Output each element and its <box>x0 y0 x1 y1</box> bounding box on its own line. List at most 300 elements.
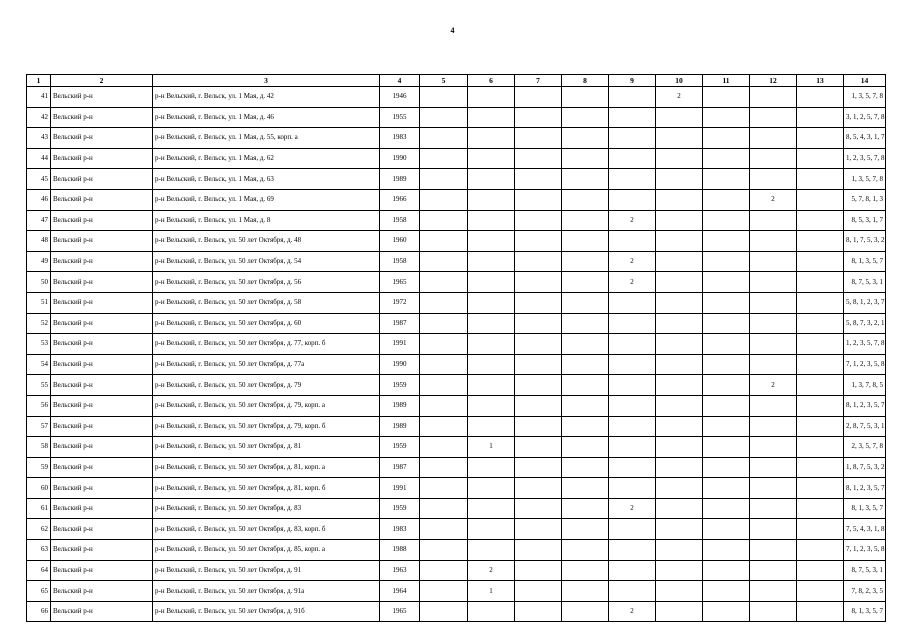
col10-cell <box>656 334 703 355</box>
col10-cell <box>656 395 703 416</box>
col14-cell: 2, 3, 5, 7, 8 <box>844 437 886 458</box>
col12-cell <box>750 292 797 313</box>
col14-cell: 1, 2, 3, 5, 7, 8 <box>844 148 886 169</box>
col13-cell <box>797 601 844 622</box>
col7-cell <box>515 416 562 437</box>
year-cell: 1959 <box>380 437 420 458</box>
col14-cell: 3, 1, 2, 5, 7, 8 <box>844 107 886 128</box>
row-number: 50 <box>27 272 51 293</box>
col13-cell <box>797 560 844 581</box>
col12-cell <box>750 334 797 355</box>
col6-cell <box>468 313 515 334</box>
col5-cell <box>420 189 468 210</box>
row-number: 63 <box>27 540 51 561</box>
col9-cell: 2 <box>609 601 656 622</box>
col9-cell: 2 <box>609 272 656 293</box>
col10-cell <box>656 313 703 334</box>
district-cell: Вельский р-н <box>51 313 153 334</box>
col11-cell <box>703 395 750 416</box>
col11-cell <box>703 581 750 602</box>
col5-cell <box>420 560 468 581</box>
col9-cell <box>609 416 656 437</box>
col14-cell: 8, 1, 2, 3, 5, 7 <box>844 478 886 499</box>
col10-cell <box>656 107 703 128</box>
table-row <box>27 189 886 210</box>
row-number: 49 <box>27 251 51 272</box>
col14-cell: 1, 2, 3, 5, 7, 8 <box>844 334 886 355</box>
year-cell: 1958 <box>380 210 420 231</box>
row-number: 62 <box>27 519 51 540</box>
district-cell: Вельский р-н <box>51 272 153 293</box>
row-number: 52 <box>27 313 51 334</box>
col8-cell <box>562 395 609 416</box>
col11-cell <box>703 87 750 108</box>
col5-cell <box>420 416 468 437</box>
col13-cell <box>797 251 844 272</box>
col5-cell <box>420 334 468 355</box>
table-row <box>27 87 886 108</box>
col12-cell <box>750 231 797 252</box>
col11-cell <box>703 601 750 622</box>
address-cell: р-н Вельский, г. Вельск, ул. 50 лет Октября, д. 56 <box>153 272 380 293</box>
year-cell: 1989 <box>380 416 420 437</box>
col12-cell <box>750 354 797 375</box>
col14-cell: 7, 1, 2, 3, 5, 8 <box>844 354 886 375</box>
col7-cell <box>515 87 562 108</box>
table-row <box>27 354 886 375</box>
table-row <box>27 210 886 231</box>
col8-cell <box>562 519 609 540</box>
address-cell: р-н Вельский, г. Вельск, ул. 50 лет Октября, д. 91б <box>153 601 380 622</box>
year-cell: 1987 <box>380 457 420 478</box>
col11-cell <box>703 148 750 169</box>
col11-cell <box>703 313 750 334</box>
table-row <box>27 437 886 458</box>
district-cell: Вельский р-н <box>51 292 153 313</box>
table-row <box>27 292 886 313</box>
row-number: 53 <box>27 334 51 355</box>
row-number: 60 <box>27 478 51 499</box>
col11-cell <box>703 498 750 519</box>
col9-cell <box>609 292 656 313</box>
col14-cell: 8, 7, 5, 3, 1 <box>844 272 886 293</box>
year-cell: 1966 <box>380 189 420 210</box>
col7-cell <box>515 478 562 499</box>
col5-cell <box>420 437 468 458</box>
col11-cell <box>703 169 750 190</box>
col9-cell <box>609 375 656 396</box>
col9-cell <box>609 437 656 458</box>
col13-cell <box>797 478 844 499</box>
col6-cell: 2 <box>468 560 515 581</box>
col12-cell <box>750 540 797 561</box>
table-body <box>27 87 886 622</box>
col6-cell <box>468 416 515 437</box>
col5-cell <box>420 210 468 231</box>
col12-cell <box>750 560 797 581</box>
column-header-3: 3 <box>153 75 380 87</box>
address-cell: р-н Вельский, г. Вельск, ул. 50 лет Октября, д. 58 <box>153 292 380 313</box>
col10-cell <box>656 210 703 231</box>
year-cell: 1965 <box>380 601 420 622</box>
col5-cell <box>420 251 468 272</box>
col5-cell <box>420 375 468 396</box>
table-header-row <box>27 75 886 87</box>
table-row <box>27 313 886 334</box>
col8-cell <box>562 292 609 313</box>
col9-cell <box>609 540 656 561</box>
col8-cell <box>562 581 609 602</box>
col8-cell <box>562 540 609 561</box>
row-number: 61 <box>27 498 51 519</box>
row-number: 45 <box>27 169 51 190</box>
col7-cell <box>515 354 562 375</box>
col5-cell <box>420 395 468 416</box>
address-cell: р-н Вельский, г. Вельск, ул. 50 лет Октября, д. 83 <box>153 498 380 519</box>
col10-cell: 2 <box>656 87 703 108</box>
col9-cell: 2 <box>609 210 656 231</box>
col13-cell <box>797 581 844 602</box>
col6-cell <box>468 107 515 128</box>
year-cell: 1987 <box>380 313 420 334</box>
table-row <box>27 231 886 252</box>
col12-cell: 2 <box>750 189 797 210</box>
year-cell: 1991 <box>380 478 420 499</box>
address-cell: р-н Вельский, г. Вельск, ул. 50 лет Октября, д. 91 <box>153 560 380 581</box>
district-cell: Вельский р-н <box>51 375 153 396</box>
address-cell: р-н Вельский, г. Вельск, ул. 1 Мая, д. 63 <box>153 169 380 190</box>
column-header-10: 10 <box>656 75 703 87</box>
col9-cell <box>609 231 656 252</box>
col13-cell <box>797 148 844 169</box>
col10-cell <box>656 581 703 602</box>
col12-cell: 2 <box>750 375 797 396</box>
col9-cell <box>609 107 656 128</box>
col8-cell <box>562 354 609 375</box>
year-cell: 1964 <box>380 581 420 602</box>
year-cell: 1991 <box>380 334 420 355</box>
col9-cell <box>609 334 656 355</box>
col6-cell <box>468 478 515 499</box>
col10-cell <box>656 231 703 252</box>
col6-cell <box>468 601 515 622</box>
table-row <box>27 457 886 478</box>
col8-cell <box>562 478 609 499</box>
col11-cell <box>703 540 750 561</box>
col13-cell <box>797 395 844 416</box>
table-row <box>27 519 886 540</box>
col8-cell <box>562 128 609 149</box>
col10-cell <box>656 437 703 458</box>
col5-cell <box>420 272 468 293</box>
column-header-5: 5 <box>420 75 468 87</box>
col13-cell <box>797 354 844 375</box>
col9-cell <box>609 519 656 540</box>
col6-cell <box>468 498 515 519</box>
year-cell: 1958 <box>380 251 420 272</box>
column-header-7: 7 <box>515 75 562 87</box>
col13-cell <box>797 107 844 128</box>
address-cell: р-н Вельский, г. Вельск, ул. 50 лет Октября, д. 48 <box>153 231 380 252</box>
col5-cell <box>420 478 468 499</box>
year-cell: 1965 <box>380 272 420 293</box>
col12-cell <box>750 498 797 519</box>
col5-cell <box>420 457 468 478</box>
col8-cell <box>562 416 609 437</box>
row-number: 64 <box>27 560 51 581</box>
col8-cell <box>562 251 609 272</box>
address-cell: р-н Вельский, г. Вельск, ул. 1 Мая, д. 62 <box>153 148 380 169</box>
district-cell: Вельский р-н <box>51 169 153 190</box>
year-cell: 1960 <box>380 231 420 252</box>
col14-cell: 1, 3, 5, 7, 8 <box>844 169 886 190</box>
address-cell: р-н Вельский, г. Вельск, ул. 50 лет Октября, д. 79, корп. а <box>153 395 380 416</box>
address-cell: р-н Вельский, г. Вельск, ул. 1 Мая, д. 69 <box>153 189 380 210</box>
col5-cell <box>420 292 468 313</box>
col7-cell <box>515 457 562 478</box>
col6-cell <box>468 519 515 540</box>
col10-cell <box>656 375 703 396</box>
col5-cell <box>420 107 468 128</box>
district-cell: Вельский р-н <box>51 601 153 622</box>
col7-cell <box>515 231 562 252</box>
col5-cell <box>420 519 468 540</box>
col7-cell <box>515 272 562 293</box>
table-row <box>27 251 886 272</box>
col7-cell <box>515 601 562 622</box>
col5-cell <box>420 540 468 561</box>
row-number: 46 <box>27 189 51 210</box>
row-number: 43 <box>27 128 51 149</box>
column-header-14: 14 <box>844 75 886 87</box>
row-number: 48 <box>27 231 51 252</box>
col9-cell <box>609 457 656 478</box>
row-number: 55 <box>27 375 51 396</box>
col9-cell: 2 <box>609 251 656 272</box>
col12-cell <box>750 169 797 190</box>
col11-cell <box>703 210 750 231</box>
col8-cell <box>562 189 609 210</box>
col11-cell <box>703 416 750 437</box>
district-cell: Вельский р-н <box>51 107 153 128</box>
col14-cell: 1, 3, 5, 7, 8 <box>844 87 886 108</box>
district-cell: Вельский р-н <box>51 457 153 478</box>
col6-cell <box>468 189 515 210</box>
col11-cell <box>703 375 750 396</box>
col13-cell <box>797 128 844 149</box>
year-cell: 1990 <box>380 148 420 169</box>
col13-cell <box>797 498 844 519</box>
col14-cell: 5, 8, 7, 3, 2, 1 <box>844 313 886 334</box>
col8-cell <box>562 87 609 108</box>
col5-cell <box>420 148 468 169</box>
col6-cell <box>468 169 515 190</box>
district-cell: Вельский р-н <box>51 148 153 169</box>
col13-cell <box>797 189 844 210</box>
table-row <box>27 272 886 293</box>
table-row <box>27 601 886 622</box>
year-cell: 1983 <box>380 519 420 540</box>
col7-cell <box>515 313 562 334</box>
col9-cell <box>609 148 656 169</box>
col8-cell <box>562 148 609 169</box>
table-row <box>27 169 886 190</box>
district-cell: Вельский р-н <box>51 87 153 108</box>
col9-cell <box>609 581 656 602</box>
col8-cell <box>562 498 609 519</box>
col8-cell <box>562 334 609 355</box>
col13-cell <box>797 292 844 313</box>
page-number: 4 <box>450 26 455 35</box>
year-cell: 1988 <box>380 540 420 561</box>
col9-cell <box>609 128 656 149</box>
col10-cell <box>656 148 703 169</box>
data-table <box>26 74 886 622</box>
col11-cell <box>703 231 750 252</box>
col7-cell <box>515 498 562 519</box>
column-header-11: 11 <box>703 75 750 87</box>
address-cell: р-н Вельский, г. Вельск, ул. 1 Мая, д. 46 <box>153 107 380 128</box>
address-cell: р-н Вельский, г. Вельск, ул. 50 лет Октября, д. 81, корп. а <box>153 457 380 478</box>
year-cell: 1972 <box>380 292 420 313</box>
col8-cell <box>562 375 609 396</box>
district-cell: Вельский р-н <box>51 581 153 602</box>
col6-cell <box>468 251 515 272</box>
col6-cell <box>468 272 515 293</box>
col5-cell <box>420 354 468 375</box>
col12-cell <box>750 437 797 458</box>
col12-cell <box>750 272 797 293</box>
col12-cell <box>750 478 797 499</box>
column-header-1: 1 <box>27 75 51 87</box>
district-cell: Вельский р-н <box>51 560 153 581</box>
col8-cell <box>562 272 609 293</box>
col14-cell: 8, 1, 2, 3, 5, 7 <box>844 395 886 416</box>
col14-cell: 8, 5, 3, 1, 7 <box>844 210 886 231</box>
col10-cell <box>656 478 703 499</box>
col5-cell <box>420 87 468 108</box>
year-cell: 1959 <box>380 498 420 519</box>
district-cell: Вельский р-н <box>51 189 153 210</box>
col13-cell <box>797 519 844 540</box>
col7-cell <box>515 540 562 561</box>
col12-cell <box>750 457 797 478</box>
col10-cell <box>656 169 703 190</box>
col9-cell <box>609 478 656 499</box>
col14-cell: 5, 8, 1, 2, 3, 7 <box>844 292 886 313</box>
col8-cell <box>562 169 609 190</box>
table-row <box>27 540 886 561</box>
col6-cell <box>468 395 515 416</box>
col12-cell <box>750 128 797 149</box>
col10-cell <box>656 416 703 437</box>
row-number: 65 <box>27 581 51 602</box>
col8-cell <box>562 601 609 622</box>
col10-cell <box>656 354 703 375</box>
col6-cell <box>468 354 515 375</box>
district-cell: Вельский р-н <box>51 231 153 252</box>
col14-cell: 8, 1, 7, 5, 3, 2 <box>844 231 886 252</box>
district-cell: Вельский р-н <box>51 416 153 437</box>
col9-cell <box>609 354 656 375</box>
address-cell: р-н Вельский, г. Вельск, ул. 50 лет Октября, д. 85, корп. а <box>153 540 380 561</box>
col13-cell <box>797 169 844 190</box>
table-row <box>27 581 886 602</box>
col14-cell: 1, 3, 7, 8, 5 <box>844 375 886 396</box>
col7-cell <box>515 375 562 396</box>
table-row <box>27 498 886 519</box>
year-cell: 1955 <box>380 107 420 128</box>
district-cell: Вельский р-н <box>51 354 153 375</box>
col9-cell <box>609 87 656 108</box>
col12-cell <box>750 395 797 416</box>
table-row <box>27 334 886 355</box>
col11-cell <box>703 107 750 128</box>
col9-cell <box>609 313 656 334</box>
col6-cell <box>468 128 515 149</box>
year-cell: 1946 <box>380 87 420 108</box>
district-cell: Вельский р-н <box>51 128 153 149</box>
year-cell: 1990 <box>380 354 420 375</box>
table-row <box>27 107 886 128</box>
year-cell: 1989 <box>380 395 420 416</box>
col8-cell <box>562 437 609 458</box>
address-cell: р-н Вельский, г. Вельск, ул. 50 лет Октября, д. 81 <box>153 437 380 458</box>
col13-cell <box>797 375 844 396</box>
district-cell: Вельский р-н <box>51 519 153 540</box>
address-cell: р-н Вельский, г. Вельск, ул. 1 Мая, д. 8 <box>153 210 380 231</box>
address-cell: р-н Вельский, г. Вельск, ул. 50 лет Октября, д. 81, корп. б <box>153 478 380 499</box>
column-header-9: 9 <box>609 75 656 87</box>
col5-cell <box>420 169 468 190</box>
col7-cell <box>515 210 562 231</box>
col11-cell <box>703 189 750 210</box>
col6-cell <box>468 334 515 355</box>
col5-cell <box>420 313 468 334</box>
col7-cell <box>515 251 562 272</box>
col6-cell: 1 <box>468 437 515 458</box>
col11-cell <box>703 251 750 272</box>
row-number: 47 <box>27 210 51 231</box>
col14-cell: 7, 8, 2, 3, 5 <box>844 581 886 602</box>
col13-cell <box>797 87 844 108</box>
column-header-6: 6 <box>468 75 515 87</box>
col8-cell <box>562 231 609 252</box>
col6-cell <box>468 540 515 561</box>
address-cell: р-н Вельский, г. Вельск, ул. 50 лет Октября, д. 83, корп. б <box>153 519 380 540</box>
col11-cell <box>703 437 750 458</box>
row-number: 66 <box>27 601 51 622</box>
col13-cell <box>797 231 844 252</box>
col12-cell <box>750 251 797 272</box>
col9-cell <box>609 169 656 190</box>
col7-cell <box>515 128 562 149</box>
col13-cell <box>797 210 844 231</box>
district-cell: Вельский р-н <box>51 334 153 355</box>
col10-cell <box>656 560 703 581</box>
col11-cell <box>703 292 750 313</box>
col6-cell <box>468 148 515 169</box>
col7-cell <box>515 148 562 169</box>
col13-cell <box>797 437 844 458</box>
col10-cell <box>656 498 703 519</box>
col6-cell <box>468 375 515 396</box>
address-cell: р-н Вельский, г. Вельск, ул. 1 Мая, д. 42 <box>153 87 380 108</box>
col12-cell <box>750 210 797 231</box>
col14-cell: 8, 1, 3, 5, 7 <box>844 601 886 622</box>
col7-cell <box>515 560 562 581</box>
row-number: 58 <box>27 437 51 458</box>
